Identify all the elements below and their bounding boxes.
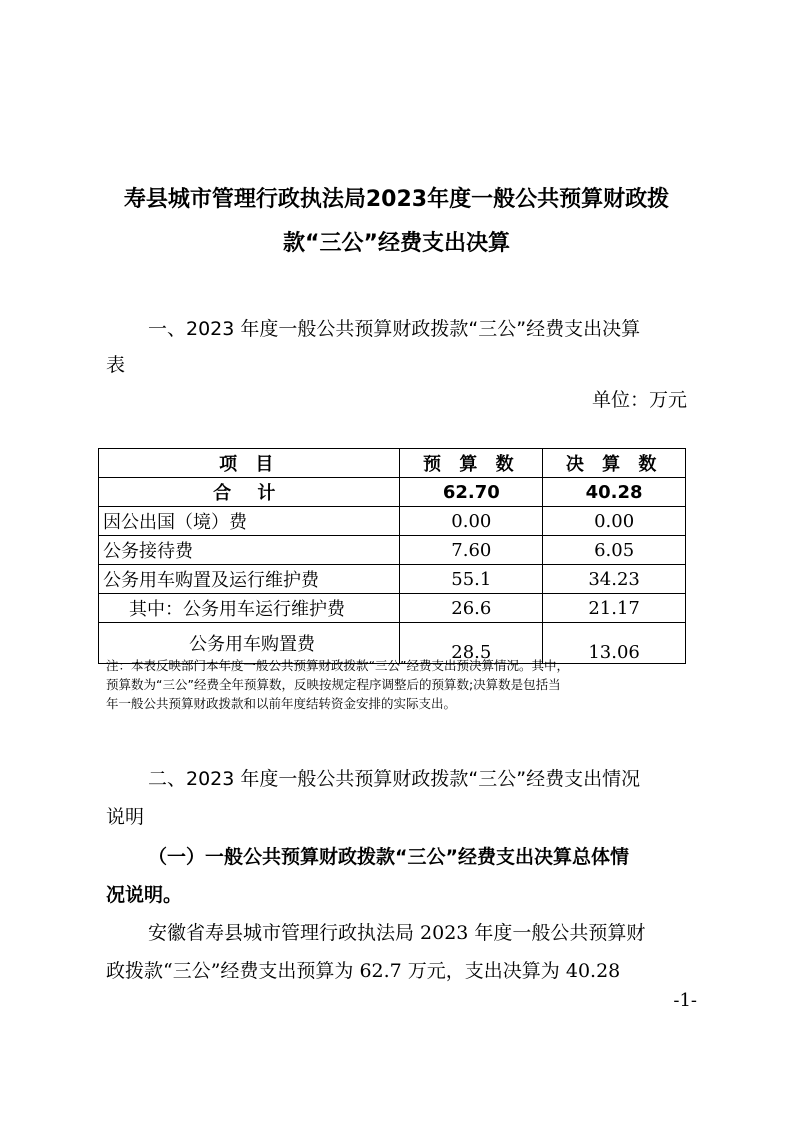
header-item: 项 目 — [99, 449, 400, 478]
table-note — [106, 656, 690, 713]
total-label: 合 计 — [99, 478, 400, 507]
row-label: 其中：公务用车运行维护费 — [99, 594, 400, 623]
total-actual: 40.28 — [543, 478, 686, 507]
row-actual: 0.00 — [543, 507, 686, 536]
table-total-row — [99, 478, 686, 507]
body-paragraph-line-1: 安徽省寿县城市管理行政执法局 2023 年度一般公共预算财 — [148, 922, 646, 944]
table-header-row — [99, 449, 686, 478]
row-label: 公务用车购置费 — [99, 623, 400, 664]
note-line-1: 注：本表反映部门本年度一般公共预算财政拨款“三公”经费支出预决算情况。其中， — [106, 658, 569, 673]
row-actual: 13.06 — [543, 623, 686, 664]
table-row — [99, 565, 686, 594]
row-budget: 26.6 — [400, 594, 543, 623]
total-budget: 62.70 — [400, 478, 543, 507]
note-line-3: 年一般公共预算财政拨款和以前年度结转资金安排的实际支出。 — [106, 696, 457, 711]
row-budget: 28.5 — [400, 623, 543, 664]
row-budget: 0.00 — [400, 507, 543, 536]
row-label: 公务用车购置及运行维护费 — [99, 565, 400, 594]
table-row — [99, 507, 686, 536]
subsection-1-heading-line-1: （一）一般公共预算财政拨款“三公”经费支出决算总体情 — [148, 846, 629, 868]
row-budget: 7.60 — [400, 536, 543, 565]
three-public-expenses-table — [98, 448, 686, 664]
section-2-heading-line-2: 说明 — [106, 806, 145, 828]
page-number: -1- — [673, 990, 697, 1011]
document-title-line-2: 款“三公”经费支出决算 — [283, 231, 510, 256]
row-actual: 34.23 — [543, 565, 686, 594]
note-line-2: 预算数为“三公”经费全年预算数，反映按规定程序调整后的预算数;决算数是包括当 — [106, 677, 561, 692]
row-label: 因公出国（境）费 — [99, 507, 400, 536]
header-budget: 预 算 数 — [400, 449, 543, 478]
header-actual: 决 算 数 — [543, 449, 686, 478]
table-row — [99, 536, 686, 565]
row-actual: 21.17 — [543, 594, 686, 623]
row-budget: 55.1 — [400, 565, 543, 594]
document-title-line-1: 寿县城市管理行政执法局2023年度一般公共预算财政拨 — [123, 187, 670, 212]
table-row — [99, 594, 686, 623]
row-label: 公务接待费 — [99, 536, 400, 565]
row-actual: 6.05 — [543, 536, 686, 565]
subsection-1-heading-line-2: 况说明。 — [106, 884, 183, 906]
body-paragraph-line-2: 政拨款“三公”经费支出预算为 62.7 万元，支出决算为 40.28 — [106, 960, 621, 982]
section-1-heading-line-1: 一、2023 年度一般公共预算财政拨款“三公”经费支出决算 — [148, 318, 641, 340]
unit-label: 单位：万元 — [591, 389, 687, 411]
section-2-heading-line-1: 二、2023 年度一般公共预算财政拨款“三公”经费支出情况 — [148, 768, 641, 790]
section-1-heading-line-2: 表 — [106, 354, 126, 376]
